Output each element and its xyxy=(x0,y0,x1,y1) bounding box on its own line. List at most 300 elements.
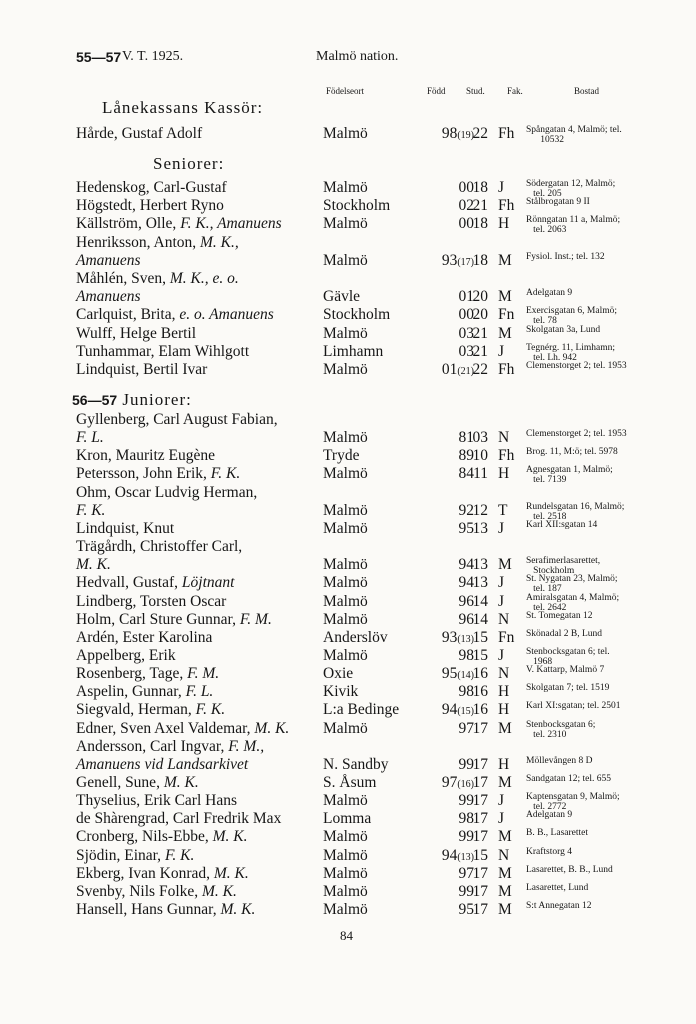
name-text: de Shàrengrad, Carl Fredrik Max xyxy=(76,810,282,828)
birthplace: Kivik xyxy=(323,683,359,701)
study-year: 21 xyxy=(472,324,488,342)
born-year xyxy=(434,520,474,540)
student-name xyxy=(76,288,141,306)
name-text: Wulff, Helge Bertil xyxy=(76,324,197,342)
born-year xyxy=(434,683,474,703)
born-value: 96 xyxy=(458,592,474,610)
birthplace: L:a Bedinge xyxy=(323,701,400,719)
register-row xyxy=(0,792,696,813)
study-year: 21 xyxy=(472,197,488,215)
register-row xyxy=(0,883,696,901)
study-year: 14 xyxy=(472,592,488,610)
address: Kaptensgatan 9, Malmö; tel. 2772 xyxy=(526,792,620,813)
student-name xyxy=(76,611,272,629)
born-year xyxy=(434,502,474,522)
student-name xyxy=(76,701,225,719)
born-year xyxy=(434,611,474,631)
faculty: M xyxy=(498,556,512,574)
faculty: N xyxy=(498,610,510,628)
born-value: 95 xyxy=(458,901,474,919)
name-text: Tunhammar, Elam Wihlgott xyxy=(76,342,250,360)
address: Clemenstorget 2; tel. 1953 xyxy=(526,361,627,371)
address: Amiralsgatan 4, Malmö; tel. 2642 xyxy=(526,592,620,613)
born-year xyxy=(434,179,474,199)
name-text: Kron, Mauritz Eugène xyxy=(76,447,216,465)
col-birthplace: Födelseort xyxy=(326,86,364,96)
birthplace: Malmö xyxy=(323,901,368,919)
academic-title: Amanuens xyxy=(76,288,141,306)
page-number: 84 xyxy=(340,928,353,943)
birthplace: Malmö xyxy=(323,864,368,882)
student-name xyxy=(76,847,194,865)
student-name xyxy=(76,901,255,919)
born-value: 81 xyxy=(458,429,474,447)
academic-title: M. K. xyxy=(202,882,237,900)
birthplace: S. Åsum xyxy=(323,774,377,791)
register-row xyxy=(0,901,696,919)
name-text: Ardén, Ester Karolina xyxy=(76,628,213,646)
register-row xyxy=(0,270,696,288)
register-row xyxy=(0,665,696,683)
born-value: 01 xyxy=(441,361,458,378)
name-text: Hansell, Hans Gunnar, xyxy=(76,901,221,919)
name-text: Holm, Carl Sture Gunnar, xyxy=(76,610,240,628)
register-row xyxy=(0,810,696,828)
student-name xyxy=(76,828,247,846)
study-year: 22 xyxy=(472,125,488,142)
name-text: Hedvall, Gustaf, xyxy=(76,574,182,592)
born-year xyxy=(434,847,474,867)
register-row xyxy=(0,720,696,738)
address: Agnesgatan 1, Malmö; tel. 7139 xyxy=(526,465,613,486)
born-year xyxy=(434,215,474,235)
address: Adelgatan 9 xyxy=(526,810,573,821)
born-year xyxy=(434,306,474,326)
faculty: M xyxy=(498,774,512,791)
birthplace: Gävle xyxy=(323,288,361,306)
register-row xyxy=(0,847,696,865)
born-value: 93 xyxy=(441,628,458,646)
faculty: Fn xyxy=(498,628,515,646)
col-faculty: Fak. xyxy=(507,86,523,96)
address: Serafimerlasarettet, Stockholm xyxy=(526,556,601,577)
register-row xyxy=(0,865,696,883)
address: Skolgatan 3a, Lund xyxy=(526,324,601,335)
birthplace: Anderslöv xyxy=(323,628,388,646)
student-name xyxy=(76,683,213,701)
born-year xyxy=(434,865,474,885)
juniorer-range: 56—57 xyxy=(72,392,118,408)
register-row xyxy=(0,179,696,197)
name-text: Lindquist, Bertil Ivar xyxy=(76,361,208,378)
born-value: 93 xyxy=(441,251,458,269)
birthplace: Malmö xyxy=(323,828,368,846)
academic-title: M. K. xyxy=(163,774,199,791)
study-year: 15 xyxy=(472,846,488,864)
born-value: 97 xyxy=(458,864,474,882)
student-name xyxy=(76,720,289,738)
birthplace: Malmö xyxy=(323,501,368,519)
student-name xyxy=(76,411,278,429)
born-year xyxy=(434,828,474,848)
register-row xyxy=(0,774,696,792)
study-year: 18 xyxy=(472,215,488,233)
academic-title: Amanuens vid Landsarkivet xyxy=(76,755,249,773)
name-text: Sjödin, Einar, xyxy=(76,846,165,864)
born-value: 94 xyxy=(458,574,474,592)
header-term: V. T. 1925. xyxy=(122,49,184,64)
study-year: 20 xyxy=(472,306,488,324)
student-name xyxy=(76,306,274,324)
born-year xyxy=(434,701,474,721)
register-row xyxy=(0,756,696,774)
name-text: Carlquist, Brita, xyxy=(76,306,180,324)
born-year xyxy=(434,288,474,308)
academic-title: M. K. xyxy=(254,719,290,737)
faculty: J xyxy=(498,592,505,610)
faculty: H xyxy=(498,465,510,483)
address: Karl XII:sgatan 14 xyxy=(526,519,598,530)
birthplace: Malmö xyxy=(323,125,368,142)
study-year: 20 xyxy=(472,288,488,306)
student-name xyxy=(76,484,257,502)
born-extra: (17) xyxy=(457,256,474,268)
academic-title: M. K., xyxy=(200,233,239,251)
faculty: N xyxy=(498,429,510,447)
study-year: 15 xyxy=(472,628,488,646)
student-name xyxy=(76,270,239,288)
address: Skolgatan 7; tel. 1519 xyxy=(526,683,610,694)
student-name xyxy=(76,465,240,483)
address: Kraftstorg 4 xyxy=(526,846,572,857)
student-name xyxy=(76,556,111,574)
section-seniorer-heading: Seniorer: xyxy=(153,154,225,173)
faculty: H xyxy=(498,701,510,719)
student-name xyxy=(76,343,249,361)
born-year xyxy=(434,325,474,345)
register-row xyxy=(0,361,696,379)
study-year: 22 xyxy=(472,361,488,378)
born-value: 01 xyxy=(458,288,474,306)
faculty: Fh xyxy=(498,125,515,142)
address: B. B., Lasarettet xyxy=(526,828,588,839)
study-year: 15 xyxy=(472,646,488,664)
study-year: 17 xyxy=(472,864,488,882)
born-year xyxy=(434,574,474,594)
academic-title: F. L. xyxy=(185,683,214,701)
born-value: 99 xyxy=(458,828,474,846)
born-value: 98 xyxy=(458,810,474,828)
born-value: 96 xyxy=(458,610,474,628)
study-year: 12 xyxy=(472,501,488,519)
academic-title: e. o. Amanuens xyxy=(179,306,274,324)
born-extra: (19) xyxy=(457,130,474,141)
born-value: 00 xyxy=(458,215,474,233)
student-name xyxy=(76,234,239,252)
header-nation: Malmö nation. xyxy=(316,49,399,64)
register-row xyxy=(0,197,696,215)
juniorer-label: Juniorer: xyxy=(122,390,192,409)
study-year: 17 xyxy=(472,719,488,737)
col-born: Född xyxy=(427,86,446,96)
student-name xyxy=(76,520,174,538)
birthplace: Malmö xyxy=(323,882,368,900)
birthplace: Malmö xyxy=(323,429,368,447)
study-year: 17 xyxy=(472,755,488,773)
birthplace: Malmö xyxy=(323,719,368,737)
academic-title: M. K., e. o. xyxy=(169,270,239,287)
birthplace: Malmö xyxy=(323,519,368,537)
register-row xyxy=(0,828,696,846)
born-value: 94 xyxy=(441,846,458,864)
birthplace: Malmö xyxy=(323,646,368,664)
address: Lasarettet, B. B., Lund xyxy=(526,864,613,875)
study-year: 16 xyxy=(472,665,488,683)
register-row xyxy=(0,465,696,486)
born-year xyxy=(434,125,474,145)
address: Adelgatan 9 xyxy=(526,288,573,299)
born-value: 99 xyxy=(458,755,474,773)
born-year xyxy=(434,361,474,381)
born-value: 98 xyxy=(441,125,458,142)
born-year xyxy=(434,792,474,812)
faculty: J xyxy=(498,574,505,592)
birthplace: Limhamn xyxy=(323,342,384,360)
address: Tegnérg. 11, Limhamn; tel. Lh. 942 xyxy=(526,342,616,363)
study-year: 16 xyxy=(472,701,488,719)
born-value: 95 xyxy=(441,665,458,683)
student-name xyxy=(76,665,219,683)
born-value: 89 xyxy=(458,447,474,465)
address: Södergatan 12, Malmö; tel. 205 xyxy=(526,179,616,199)
register-row xyxy=(0,288,696,306)
born-year xyxy=(434,556,474,576)
register-row xyxy=(0,484,696,502)
student-name xyxy=(76,538,242,556)
name-text: Hårde, Gustaf Adolf xyxy=(76,125,203,142)
name-text: Andersson, Carl Ingvar, xyxy=(76,737,229,755)
faculty: H xyxy=(498,215,510,233)
birthplace: Tryde xyxy=(323,447,360,465)
faculty: M xyxy=(498,719,512,737)
born-year xyxy=(434,901,474,921)
born-value: 94 xyxy=(441,701,458,719)
name-text: Henriksson, Anton, xyxy=(76,233,200,251)
name-text: Källström, Olle, xyxy=(76,215,181,233)
academic-title: M. K. xyxy=(212,828,248,846)
birthplace: Malmö xyxy=(323,465,368,483)
name-text: Hedenskog, Carl-Gustaf xyxy=(76,179,227,196)
born-year xyxy=(434,629,474,649)
student-name xyxy=(76,502,105,520)
register-row xyxy=(0,683,696,701)
register-row xyxy=(0,125,696,143)
name-text: Måhlén, Sven, xyxy=(76,270,170,287)
register-row xyxy=(0,447,696,465)
born-year xyxy=(434,197,474,217)
register-row xyxy=(0,593,696,611)
register-row xyxy=(0,234,696,252)
name-text: Högstedt, Herbert Ryno xyxy=(76,197,224,215)
study-year: 13 xyxy=(472,574,488,592)
student-name xyxy=(76,197,224,215)
born-extra: (15) xyxy=(457,706,474,718)
student-name xyxy=(76,629,212,647)
register-row xyxy=(0,629,696,647)
birthplace: Stockholm xyxy=(323,306,391,324)
student-name xyxy=(76,647,176,665)
born-extra: (16) xyxy=(457,779,474,790)
student-name xyxy=(76,792,237,810)
student-name xyxy=(76,252,141,270)
student-name xyxy=(76,593,226,611)
address: Sandgatan 12; tel. 655 xyxy=(526,774,611,784)
student-name xyxy=(76,774,199,792)
study-year: 17 xyxy=(472,774,488,791)
academic-title: F. K. xyxy=(76,501,106,519)
study-year: 14 xyxy=(472,610,488,628)
name-text: Petersson, John Erik, xyxy=(76,465,211,483)
study-year: 16 xyxy=(472,683,488,701)
register-row xyxy=(0,647,696,665)
student-name xyxy=(76,325,196,343)
birthplace: Malmö xyxy=(323,592,368,610)
academic-title: F. K. xyxy=(164,846,195,864)
study-year: 17 xyxy=(472,792,488,810)
birthplace: N. Sandby xyxy=(323,755,389,773)
birthplace: Malmö xyxy=(323,610,368,628)
born-value: 84 xyxy=(458,465,474,483)
birthplace: Malmö xyxy=(323,574,368,592)
faculty: Fh xyxy=(498,197,515,215)
section-kassor-heading: Lånekassans Kassör: xyxy=(102,98,264,117)
birthplace: Oxie xyxy=(323,665,354,683)
student-name xyxy=(76,179,227,197)
register-row xyxy=(0,429,696,447)
born-year xyxy=(434,774,474,794)
born-value: 92 xyxy=(458,501,474,519)
birthplace: Stockholm xyxy=(323,197,391,215)
student-name xyxy=(76,865,249,883)
study-year: 17 xyxy=(472,882,488,900)
faculty: M xyxy=(498,864,512,882)
faculty: M xyxy=(498,901,512,919)
birthplace: Malmö xyxy=(323,846,368,864)
birthplace: Malmö xyxy=(323,251,368,269)
faculty: J xyxy=(498,342,505,360)
address: St. Nygatan 23, Malmö; tel. 187 xyxy=(526,574,618,595)
name-text: Thyselius, Erik Carl Hans xyxy=(76,792,238,810)
born-extra: (13) xyxy=(457,851,474,863)
study-year: 17 xyxy=(472,810,488,828)
name-text: Appelberg, Erik xyxy=(76,646,176,664)
address: Exercisgatan 6, Malmö; tel. 78 xyxy=(526,306,618,327)
register-row xyxy=(0,574,696,595)
col-address: Bostad xyxy=(574,86,600,96)
born-value: 97 xyxy=(441,774,458,791)
address: Fysiol. Inst.; tel. 132 xyxy=(526,251,605,262)
study-year: 13 xyxy=(472,556,488,574)
born-extra: (14) xyxy=(457,670,474,682)
born-value: 02 xyxy=(458,197,474,215)
register-row xyxy=(0,538,696,556)
born-year xyxy=(434,720,474,740)
student-name xyxy=(76,810,281,828)
address: Clemenstorget 2; tel. 1953 xyxy=(526,429,627,440)
address: Möllevången 8 D xyxy=(526,755,593,766)
student-name xyxy=(76,361,207,379)
name-text: Svenby, Nils Folke, xyxy=(76,882,203,900)
address: Rönngatan 11 a, Malmö; tel. 2063 xyxy=(526,215,621,236)
faculty: N xyxy=(498,846,510,864)
born-year xyxy=(434,465,474,485)
name-text: Siegvald, Herman, xyxy=(76,701,196,719)
study-year: 10 xyxy=(472,447,488,465)
faculty: T xyxy=(498,501,508,519)
faculty: M xyxy=(498,251,512,269)
academic-title: F. M. xyxy=(187,665,220,683)
born-extra: (13) xyxy=(457,633,474,645)
address: Stenbocksgatan 6; tel. 2310 xyxy=(526,719,596,740)
faculty: N xyxy=(498,665,510,683)
academic-title: F. L. xyxy=(76,429,104,447)
birthplace: Lomma xyxy=(323,810,372,828)
birthplace: Malmö xyxy=(323,324,368,342)
faculty: J xyxy=(498,810,505,828)
student-name xyxy=(76,429,104,447)
register-row xyxy=(0,611,696,629)
born-year xyxy=(434,252,474,272)
born-year xyxy=(434,756,474,776)
born-value: 95 xyxy=(458,519,474,537)
register-row xyxy=(0,215,696,236)
student-name xyxy=(76,738,264,756)
name-text: Aspelin, Gunnar, xyxy=(76,683,186,701)
study-year: 17 xyxy=(472,828,488,846)
born-year xyxy=(434,647,474,667)
study-year: 18 xyxy=(472,251,488,269)
born-year xyxy=(434,810,474,830)
birthplace: Malmö xyxy=(323,215,368,233)
born-value: 98 xyxy=(458,646,474,664)
register-row xyxy=(0,325,696,343)
student-name xyxy=(76,125,202,143)
name-text: Trägårdh, Christoffer Carl, xyxy=(76,538,243,556)
faculty: Fh xyxy=(498,361,515,378)
faculty: M xyxy=(498,288,512,306)
born-year xyxy=(434,883,474,903)
academic-title: F. M. xyxy=(239,610,272,628)
student-name xyxy=(76,447,215,465)
academic-title: F. K., Amanuens xyxy=(180,215,282,233)
address: Brog. 11, M:ö; tel. 5978 xyxy=(526,447,618,458)
address: Spångatan 4, Malmö; tel. 10532 xyxy=(526,125,622,145)
name-text: Genell, Sune, xyxy=(76,774,164,791)
faculty: Fh xyxy=(498,447,515,465)
born-value: 03 xyxy=(458,342,474,360)
register-row xyxy=(0,556,696,577)
register-row xyxy=(0,306,696,327)
academic-title: Löjtnant xyxy=(181,574,235,592)
study-year: 18 xyxy=(472,179,488,196)
born-value: 99 xyxy=(458,792,474,810)
address: V. Kattarp, Malmö 7 xyxy=(526,665,605,676)
academic-title: F. K. xyxy=(195,701,226,719)
study-year: 17 xyxy=(472,901,488,919)
academic-title: F. M., xyxy=(228,737,265,755)
faculty: J xyxy=(498,792,505,810)
register-row xyxy=(0,738,696,756)
